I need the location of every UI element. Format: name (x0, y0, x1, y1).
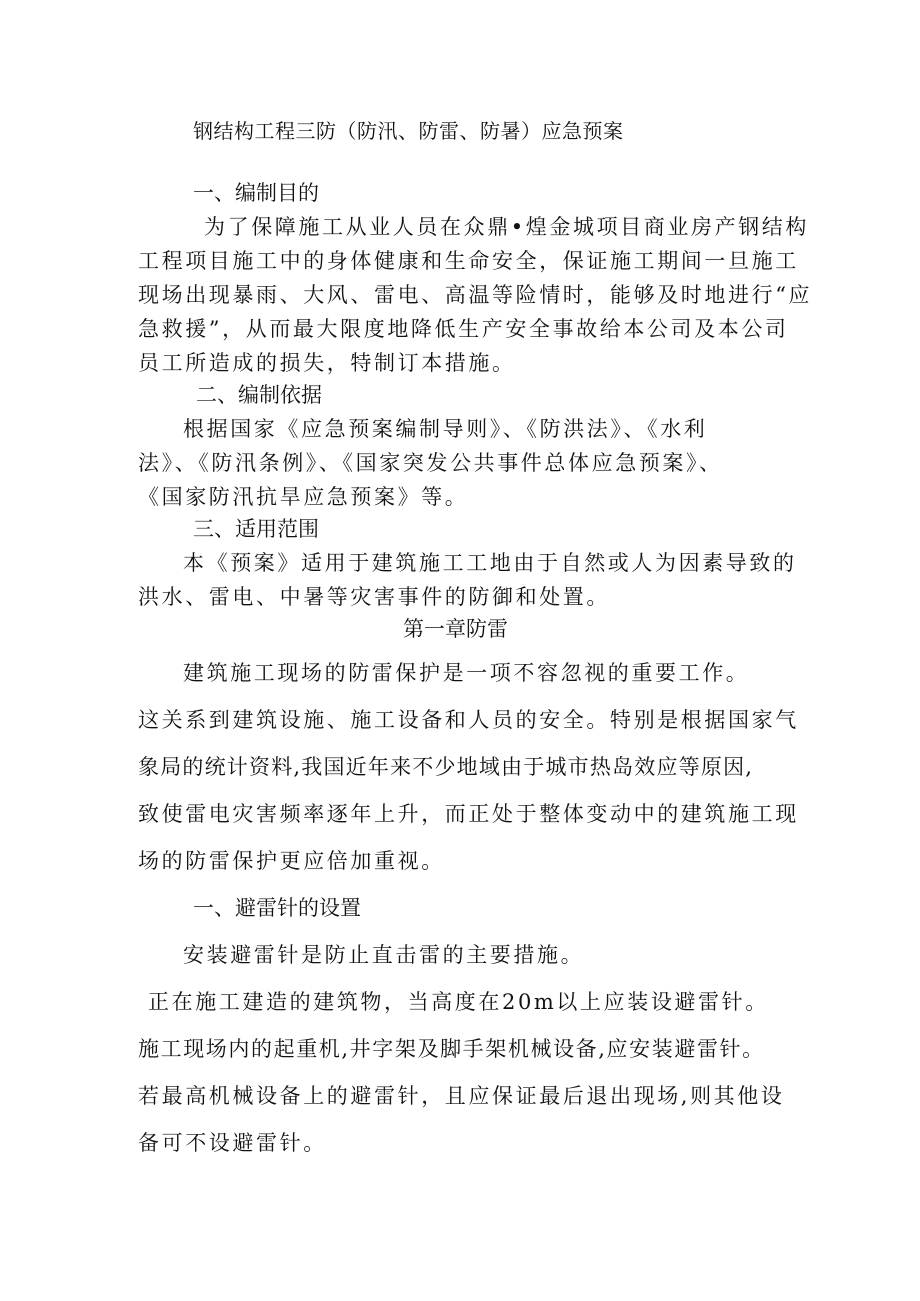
document-title: 钢结构工程三防（防汛、防雷、防暑）应急预案 (193, 119, 624, 143)
paragraph-line: 建筑施工现场的防雷保护是一项不容忽视的重要工作。 (183, 661, 750, 685)
paragraph-line: 为了保障施工从业人员在众鼎•煌金城项目商业房产钢结构 (204, 215, 809, 239)
paragraph-line: 员工所造成的损失，特制订本措施。 (138, 351, 516, 375)
paragraph-line: 《国家防汛抗旱应急预案》等。 (138, 485, 469, 509)
paragraph-line: 场的防雷保护更应倍加重视。 (138, 849, 445, 873)
section-heading-purpose: 一、编制目的 (193, 181, 319, 205)
paragraph-line: 象局的统计资料,我国近年来不少地域由于城市热岛效应等原因, (138, 755, 754, 779)
paragraph-line: 正在施工建造的建筑物，当高度在20m以上应装设避雷针。 (148, 990, 769, 1014)
paragraph-line: 急救援”，从而最大限度地降低生产安全事故给本公司及本公司 (138, 317, 789, 341)
paragraph-line: 安装避雷针是防止直击雷的主要措施。 (183, 943, 585, 967)
paragraph-line: 工程项目施工中的身体健康和生命安全，保证施工期间一旦施工 (138, 249, 799, 273)
paragraph-line: 这关系到建筑设施、施工设备和人员的安全。特别是根据国家气 (138, 708, 799, 732)
section-heading-basis: 二、编制依据 (196, 383, 322, 407)
section-heading-scope: 三、适用范围 (193, 517, 319, 541)
paragraph-line: 法》、《防汛条例》、《国家突发公共事件总体应急预案》、 (138, 451, 723, 475)
paragraph-line: 施工现场内的起重机,井字架及脚手架机械设备,应安装避雷针。 (138, 1037, 765, 1061)
chapter-heading: 第一章防雷 (403, 617, 508, 641)
paragraph-line: 致使雷电灾害频率逐年上升，而正处于整体变动中的建筑施工现 (138, 802, 799, 826)
paragraph-line: 备可不设避雷针。 (138, 1131, 327, 1155)
paragraph-line: 现场出现暴雨、大风、雷电、高温等险情时，能够及时地进行“应 (138, 283, 813, 307)
paragraph-line: 洪水、雷电、中暑等灾害事件的防御和处置。 (138, 585, 610, 609)
paragraph-line: 若最高机械设备上的避雷针，且应保证最后退出现场,则其他设 (138, 1084, 785, 1108)
paragraph-line: 本《预案》适用于建筑施工工地由于自然或人为因素导致的 (183, 551, 797, 575)
subsection-heading-lightning-rod: 一、避雷针的设置 (193, 896, 361, 920)
paragraph-line: 根据国家《应急预案编制导则》、《防洪法》、《水利 (183, 417, 708, 441)
